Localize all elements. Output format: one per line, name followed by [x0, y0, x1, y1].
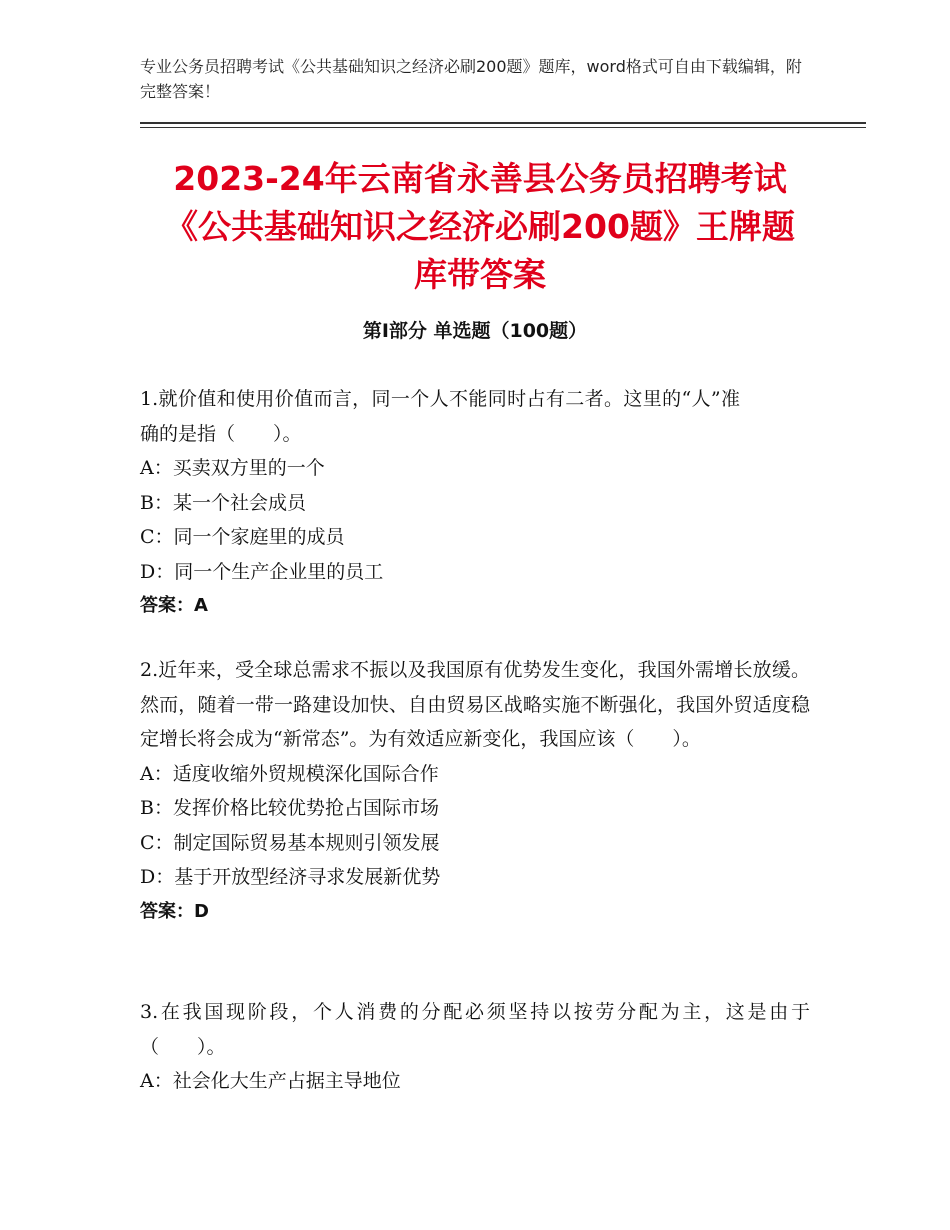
- option-c: C：同一个家庭里的成员: [140, 526, 345, 548]
- title-line-3: 库带答案: [414, 255, 546, 294]
- question-3: [140, 995, 810, 1099]
- question-stem: 2.近年来，受全球总需求不振以及我国原有优势发生变化，我国外需增长放缓。然而，随着一带一路建设加快、自由贸易区战略实施不断强化，我国外贸适度稳定增长将会成为“新常态”。为有效适应新变化，我国应该（ ）。: [140, 659, 810, 750]
- option-a: A：适度收缩外贸规模深化国际合作: [140, 762, 439, 785]
- option-a: A：买卖双方里的一个: [140, 457, 325, 479]
- title-line-2: 《公共基础知识之经济必刷200题》王牌题: [165, 207, 795, 246]
- header-divider-thin: [140, 127, 866, 128]
- header-divider: [140, 122, 866, 124]
- title-line-1: 2023-24年云南省永善县公务员招聘考试: [173, 159, 787, 198]
- option-d: D：基于开放型经济寻求发展新优势: [140, 866, 441, 888]
- section-heading: 第Ⅰ部分 单选题（100题）: [362, 320, 588, 342]
- question-2: [140, 653, 810, 929]
- question-1: [140, 382, 810, 624]
- option-b: B：某一个社会成员: [140, 491, 306, 514]
- answer-label: 答案：D: [140, 900, 209, 922]
- document-title: [130, 155, 830, 299]
- option-a: A：社会化大生产占据主导地位: [140, 1070, 401, 1092]
- option-b: B：发挥价格比较优势抢占国际市场: [140, 797, 439, 819]
- question-stem: 1.就价值和使用价值而言，同一个人不能同时占有二者。这里的“人”准确的是指（ ）。: [140, 388, 740, 445]
- option-d: D：同一个生产企业里的员工: [140, 560, 384, 583]
- answer-label: 答案：A: [140, 595, 208, 616]
- header-note: 专业公务员招聘考试《公共基础知识之经济必刷200题》题库，word格式可自由下载编辑，附完整答案！: [140, 57, 802, 101]
- question-stem: 3.在我国现阶段，个人消费的分配必须坚持以按劳分配为主，这是由于（ ）。: [140, 1001, 810, 1058]
- option-c: C：制定国际贸易基本规则引领发展: [140, 831, 440, 854]
